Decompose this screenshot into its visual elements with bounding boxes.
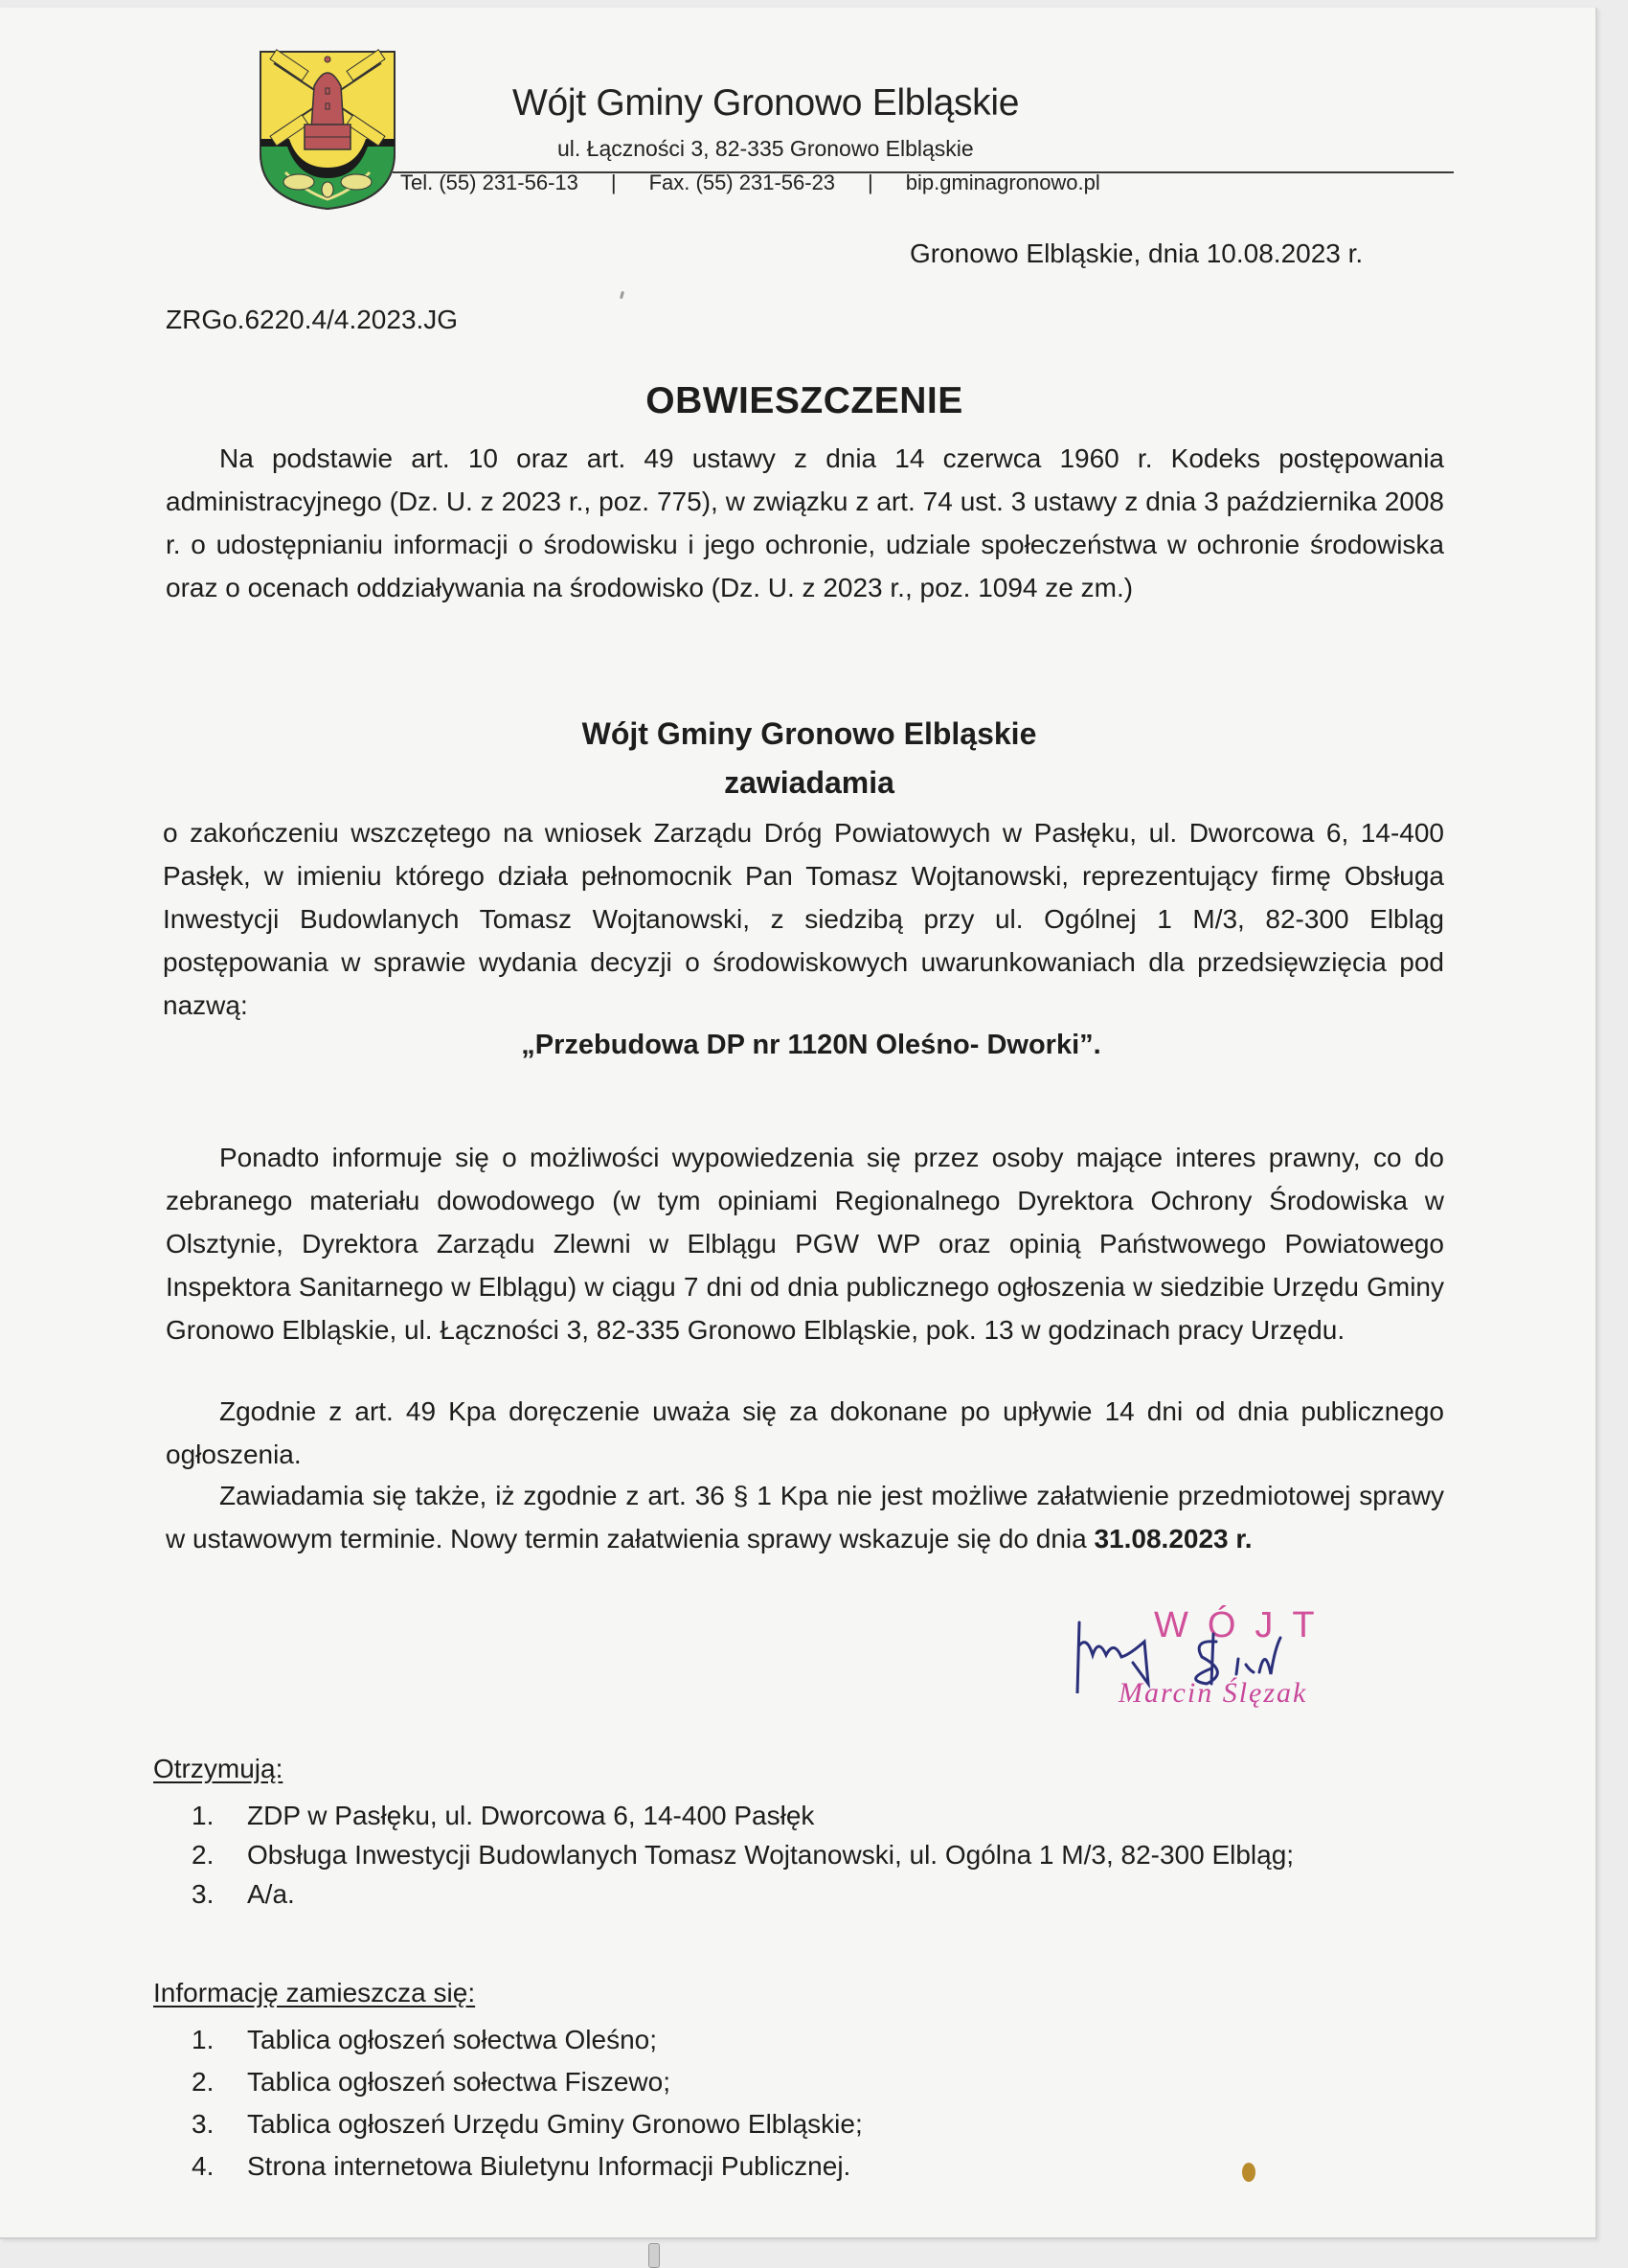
stamp-title: WÓJT [1154,1605,1334,1645]
list-item: 3. A/a. [192,1879,295,1909]
list-item: 1. ZDP w Pasłęku, ul. Dworcowa 6, 14-400 Pasłęk [192,1801,815,1830]
separator: | [610,170,617,194]
deadline-paragraph [166,1474,1444,1560]
document-title: OBWIESZCZENIE [645,380,963,421]
notifies-heading: zawiadamia [724,765,894,800]
paper-stain [1242,2163,1255,2182]
fax-number: Fax. (55) 231-56-23 [648,170,836,194]
recipients-list [192,1796,1446,1914]
notice-body: o zakończeniu wszczętego na wniosek Zarządu Dróg Powiatowych w Pasłęku, ul. Dworcowa 6, 14-400 Pasłęk, w imieniu którego działa pełnomocnik Pan Tomasz Wojtanowski, reprezentujący firmę Obsługa Inwestycji Budowlanych Tomasz Wojtanowski, z siedzibą przy ul. Ogólnej 1 M/3, 82-300 Elbląg postępowania w sprawie wydania decyzji o środowiskowych uwarunkowaniach dla przedsięwzięcia pod nazwą: [163,818,1444,1020]
project-name: „Przebudowa DP nr 1120N Oleśno- Dworki”. [521,1030,1101,1060]
scanned-page [0,8,1597,2239]
evidence-paragraph: Ponadto informuje się o możliwości wypowiedzenia się przez osoby mające interes prawny, co do zebranego materiału dowodowego (w tym opiniami Regionalnego Dyrektora Ochrony Środowiska w Olsztynie, Dyrektora Zarządu Zlewni w Elblągu PGW WP oraz opinią Państwowego Powiatowego Inspektora Sanitarnego w Elblągu) w ciągu 7 dni od dnia publicznego ogłoszenia w siedzibie Urzędu Gminy Gronowo Elbląskie, ul. Łączności 3, 82-335 Gronowo Elbląskie, pok. 13 w godzinach pracy Urzędu. [166,1143,1444,1345]
deadline-date: 31.08.2023 r. [1094,1524,1253,1554]
website-link[interactable]: bip.gminagronowo.pl [905,170,1100,194]
contact-line [400,170,1100,195]
office-address: ul. Łączności 3, 82-335 Gronowo Elbląskie [557,136,974,161]
reference-number: ZRGo.6220.4/4.2023.JG [166,305,459,334]
legal-basis-paragraph: Na podstawie art. 10 oraz art. 49 ustawy z dnia 14 czerwca 1960 r. Kodeks postępowania administracyjnego (Dz. U. z 2023 r., poz. 775), w związku z art. 74 ust. 3 ustawy z dnia 3 października 2008 r. o udostępnianiu informacji o środowisku i jego ochronie, udziale społeczeństwa w ochronie środowiska oraz o ocenach oddziaływania na środowisko (Dz. U. z 2023 r., poz. 1094 ze zm.) [166,443,1444,602]
publication-label: Informację zamieszcza się: [153,1978,476,2007]
separator: | [868,170,873,194]
windmill-coat-of-arms-icon [257,48,398,211]
list-item: 4. Strona internetowa Biuletynu Informacji Publicznej. [192,2151,851,2181]
phone-number: Tel. (55) 231-56-13 [400,170,578,194]
list-item: 1. Tablica ogłoszeń sołectwa Oleśno; [192,2025,658,2054]
office-name: Wójt Gminy Gronowo Elbląskie [512,82,1020,124]
recipients-label: Otrzymują: [153,1754,283,1783]
deadline-text: Zawiadamia się także, iż zgodnie z art. 36 § 1 Kpa nie jest możliwe załatwienie przedmiotowej sprawy w ustawowym terminie. Nowy termin załatwienia sprawy wskazuje się do dnia [166,1481,1444,1554]
list-item: 2. Tablica ogłoszeń sołectwa Fiszewo; [192,2067,670,2097]
issuer-heading: Wójt Gminy Gronowo Elbląskie [581,716,1037,751]
date-line: Gronowo Elbląskie, dnia 10.08.2023 r. [910,238,1364,268]
publication-list [192,2019,1446,2188]
paper-clip-icon [648,2243,660,2268]
stamp-name: Marcin Ślęzak [1119,1677,1308,1709]
list-item: 3. Tablica ogłoszeń Urzędu Gminy Gronowo Elbląskie; [192,2109,863,2139]
list-item: 2. Obsługa Inwestycji Budowlanych Tomasz Wojtanowski, ul. Ogólna 1 M/3, 82-300 Elbląg; [192,1840,1295,1870]
scan-speck [620,291,624,300]
delivery-paragraph: Zgodnie z art. 49 Kpa doręczenie uważa się za dokonane po upływie 14 dni od dnia publicznego ogłoszenia. [166,1396,1444,1469]
